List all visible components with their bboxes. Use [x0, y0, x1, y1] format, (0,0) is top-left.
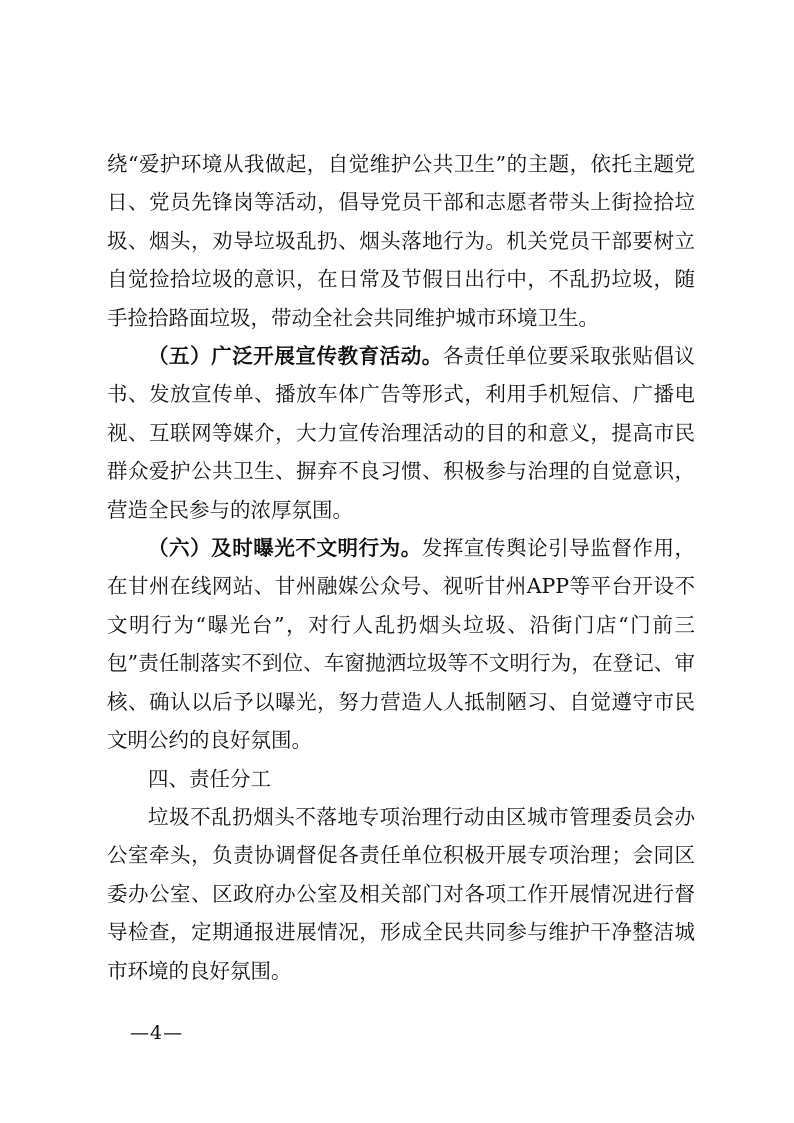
- paragraph-exposure-body: 发挥宣传舆论引导监督作用，在甘州在线网站、甘州融媒公众号、视听甘州APP等平台开设不文明行为“曝光台”，对行人乱扔烟头垃圾、沿街门店“门前三包”责任制落实不到位、车窗抛洒垃圾等不文明行为，在登记、审核、确认以后予以曝光，努力营造人人抵制陋习、自觉遵守市民文明公约的良好氛围。: [107, 536, 696, 753]
- paragraph-exposure-title: （六）及时曝光不文明行为。: [148, 536, 422, 561]
- page-number: —4—: [130, 1022, 184, 1044]
- paragraph-continuation: 绕“爱护环境从我做起，自觉维护公共卫生”的主题，依托主题党日、党员先锋岗等活动，倡导党员干部和志愿者带头上街捡拾垃圾、烟头，劝导垃圾乱扔、烟头落地行为。机关党员干部要树立自觉捡拾垃圾的意识，在日常及节假日出行中，不乱扔垃圾，随手捡拾路面垃圾，带动全社会共同维护城市环境卫生。: [107, 152, 695, 330]
- paragraph-responsibility: 垃圾不乱扔烟头不落地专项治理行动由区城市管理委员会办公室牵头，负责协调督促各责任单位积极开展专项治理；会同区委办公室、区政府办公室及相关部门对各项工作开展情况进行督导检查，定期通报进展情况，形成全民共同参与维护干净整洁城市环境的良好氛围。: [107, 804, 695, 983]
- paragraph-publicity-body: 各责任单位要采取张贴倡议书、发放宣传单、播放车体广告等形式，利用手机短信、广播电视、互联网等媒介，大力宣传治理活动的目的和意义，提高市民群众爱护公共卫生、摒弃不良习惯、积极参与治理的自觉意识，营造全民参与的浓厚氛围。: [107, 344, 696, 522]
- document-body: [107, 145, 695, 990]
- paragraph-publicity-title: （五）广泛开展宣传教育活动。: [148, 344, 443, 369]
- paragraph-exposure: [107, 529, 695, 759]
- section-heading: 四、责任分工: [148, 766, 271, 791]
- paragraph-publicity: [107, 337, 695, 529]
